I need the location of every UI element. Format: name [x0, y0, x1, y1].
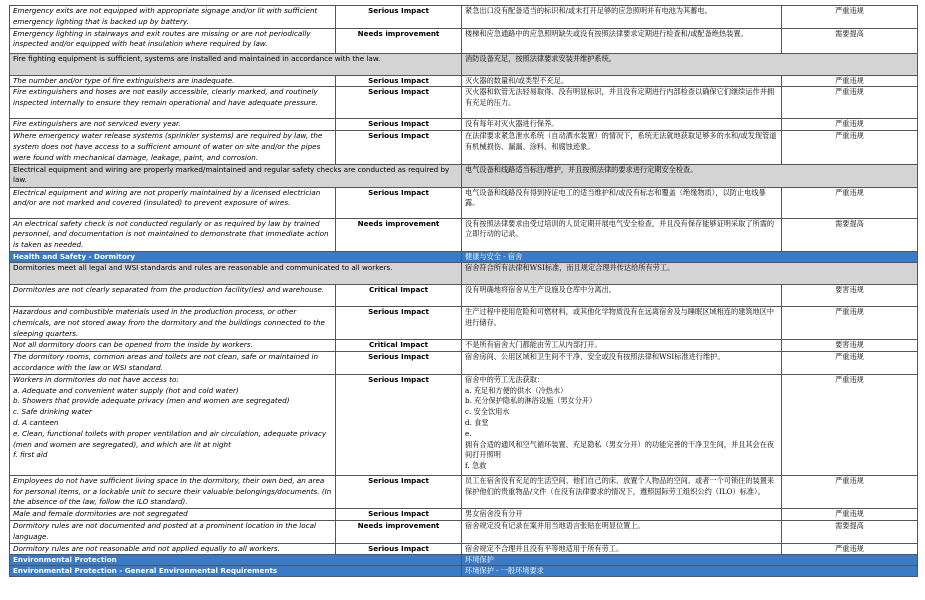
finding-row — [10, 87, 918, 119]
finding-list-item: f. first aid — [13, 450, 48, 460]
finding-row — [10, 543, 918, 555]
impact-level-zh: 要害违规 — [782, 284, 918, 306]
finding-row — [10, 28, 918, 53]
finding-list-item-zh: b. 充分保护隐私的淋浴设施（男女分开） — [465, 396, 597, 406]
finding-text-zh: 没有每年对灭火器进行保养。 — [462, 119, 782, 131]
impact-level-zh: 严重违规 — [782, 543, 918, 555]
finding-text: Not all dormitory doors can be opened from the inside by workers. — [10, 340, 336, 352]
finding-text-zh: 灭火器和软管无法轻易取得、没有明显标识，并且没有定期进行内部检查以确保它们继续运作并拥有充足的压力。 — [462, 87, 782, 119]
category-title-zh: 健康与安全 - 宿舍 — [462, 251, 918, 262]
finding-row — [10, 187, 918, 218]
finding-text: The number and/or type of fire extinguishers are inadequate. — [10, 75, 336, 87]
finding-row — [10, 520, 918, 543]
finding-row — [10, 374, 918, 475]
impact-level: Serious Impact — [336, 374, 462, 475]
impact-level-zh: 严重违规 — [782, 119, 918, 131]
impact-level: Serious Impact — [336, 475, 462, 508]
impact-level: Serious Impact — [336, 352, 462, 375]
table-body — [10, 6, 918, 577]
finding-text-zh: 紧急出口没有配备适当的标识和/或未打开足够的应急照明并有电池为其蓄电。 — [462, 6, 782, 29]
finding-row — [10, 352, 918, 375]
impact-level: Needs improvement — [336, 28, 462, 53]
finding-text: Employees do not have sufficient living space in the dormitory, their own bed, an area for personal items, or a lockable unit to secure their valuable belongings/documents. (In the absence of the law, follow the ILO standard). — [10, 475, 336, 508]
category-header-row — [10, 566, 918, 577]
finding-row — [10, 119, 918, 131]
finding-text: Fire extinguishers and hoses are not easily accessible, clearly marked, and routinely inspected internally to ensure they remain operational and have adequate pressure. — [10, 87, 336, 119]
impact-level: Serious Impact — [336, 6, 462, 29]
finding-text-zh: 生产过程中使用危险和可燃材料，或其他化学物质没有在远离宿舍及与睡眠区域相连的建筑地区中进行储存。 — [462, 306, 782, 339]
requirement-text: Dormitories meet all legal and WSI standards and rules are reasonable and communicated to all workers. — [10, 262, 462, 284]
finding-text-zh: 灭火器的数量和/或类型不充足。 — [462, 75, 782, 87]
impact-level-zh: 严重违规 — [782, 509, 918, 521]
impact-level-zh: 严重违规 — [782, 475, 918, 508]
category-title-zh: 环境保护 - 一般环境要求 — [462, 566, 918, 577]
impact-level: Serious Impact — [336, 131, 462, 164]
impact-level-zh: 需要提高 — [782, 28, 918, 53]
category-title: Health and Safety - Dormitory — [10, 251, 462, 262]
impact-level-zh: 严重违规 — [782, 352, 918, 375]
finding-list-item-zh: f. 急救 — [465, 461, 487, 471]
impact-level-zh: 严重违规 — [782, 75, 918, 87]
finding-text: Fire extinguishers are not serviced every year. — [10, 119, 336, 131]
finding-text-zh: 楼梯和应急通路中的应急照明缺失或没有按照法律要求定期进行检查和/或配备绝热装置。 — [462, 28, 782, 53]
impact-level-zh: 严重违规 — [782, 374, 918, 475]
finding-list-item-zh: 拥有合适的通风和空气循环装置、充足隐私（男女分开）的功能完善的干净卫生间，并且其会在夜间打开照明 — [465, 439, 775, 460]
finding-text: Electrical equipment and wiring are not properly maintained by a licensed electrician and/or are not marked and covered (insulated) to prevent exposure of wires. — [10, 187, 336, 218]
impact-level-zh: 严重违规 — [782, 306, 918, 339]
finding-text-zh: 在法律要求紧急泄水系统（自动洒水装置）的情况下，系统无法就地获取足够多的水和/或发现管道有机械损伤、漏漏、涂料、和腐蚀迹象。 — [462, 131, 782, 164]
finding-list-item: e. Clean, functional toilets with proper ventilation and air circulation, adequate privacy (men and women are segregated), and which are lit at night — [13, 428, 327, 449]
finding-row — [10, 75, 918, 87]
impact-level-zh: 严重违规 — [782, 187, 918, 218]
finding-text: Where emergency water release systems (sprinkler systems) are required by law, the system does not have access to a sufficient amount of water on site and/or the pipes were found with mechanical damage, leakage, paint, and corrosion. — [10, 131, 336, 164]
finding-list-item-zh: d. 食堂 — [465, 417, 489, 427]
impact-level: Critical Impact — [336, 340, 462, 352]
finding-text: Dormitory rules are not documented and posted at a prominent location in the local language. — [10, 520, 336, 543]
finding-text: Dormitories are not clearly separated from the production facility(ies) and warehouse. — [10, 284, 336, 306]
finding-row — [10, 340, 918, 352]
impact-level: Needs improvement — [336, 218, 462, 251]
finding-row — [10, 6, 918, 29]
impact-level: Serious Impact — [336, 119, 462, 131]
impact-level: Serious Impact — [336, 187, 462, 218]
impact-level: Serious Impact — [336, 87, 462, 119]
finding-row — [10, 284, 918, 306]
impact-level-zh: 需要提高 — [782, 218, 918, 251]
impact-level-zh: 严重违规 — [782, 87, 918, 119]
requirement-text-zh: 消防设备充足，按照法律要求安装并维护系统。 — [462, 53, 918, 75]
impact-level-zh: 严重违规 — [782, 131, 918, 164]
impact-level: Needs improvement — [336, 520, 462, 543]
requirement-row — [10, 53, 918, 75]
impact-level: Serious Impact — [336, 543, 462, 555]
finding-text-zh: 没有明确地将宿舍从生产设施及仓库中分离出。 — [462, 284, 782, 306]
finding-list-item: b. Showers that provide adequate privacy (men and women are segregated) — [13, 396, 290, 406]
finding-text-zh: 宿舍规定不合理并且没有平等地适用于所有劳工。 — [462, 543, 782, 555]
requirement-text: Electrical equipment and wiring are properly marked/maintained and regular safety checks are conducted as required by law. — [10, 164, 462, 187]
finding-text: Emergency exits are not equipped with appropriate signage and/or lit with sufficient emergency lighting that is backed up by battery. — [10, 6, 336, 29]
finding-row — [10, 306, 918, 339]
requirement-row — [10, 164, 918, 187]
finding-text: Emergency lighting in stairways and exit routes are missing or are not periodically inspected and/or equipped with heat insulation where required by law. — [10, 28, 336, 53]
impact-level-zh: 需要提高 — [782, 520, 918, 543]
finding-list-item-zh: a. 充足和方便的供水（冷热水） — [465, 385, 568, 395]
category-title: Environmental Protection - General Environmental Requirements — [10, 566, 462, 577]
finding-text — [10, 374, 336, 475]
impact-level-zh: 严重违规 — [782, 6, 918, 29]
finding-text-zh: 电气设备和线路没有得到持证电工的适当维护和/或没有标志和覆盖（绝缘物质），以防止电线暴露。 — [462, 187, 782, 218]
requirement-text: Fire fighting equipment is sufficient, systems are installed and maintained in accordance with the law. — [10, 53, 462, 75]
finding-text-zh: 员工在宿舍没有充足的生活空间、他们自己的床、放置个人物品的空间、或者一个可锁住的装置来保护他们的贵重物品/文件（在没有法律要求的情况下，遵照国际劳工组织公约（ILO）标准）。 — [462, 475, 782, 508]
finding-text-zh: 不是所有宿舍大门都能由劳工从内部打开。 — [462, 340, 782, 352]
impact-level: Serious Impact — [336, 509, 462, 521]
finding-text: Dormitory rules are not reasonable and not applied equally to all workers. — [10, 543, 336, 555]
category-header-row — [10, 251, 918, 262]
finding-text-zh: 男女宿舍没有分开 — [462, 509, 782, 521]
finding-list-item: d. A canteen — [13, 417, 59, 427]
requirement-row — [10, 262, 918, 284]
finding-text-zh: 没有按照法律要求由受过培训的人员定期开展电气安全检查，并且没有保存能够证明采取了所需的立即行动的记录。 — [462, 218, 782, 251]
finding-text: The dormitory rooms, common areas and toilets are not clean, safe or maintained in accordance with the law or WSI standard. — [10, 352, 336, 375]
finding-text: An electrical safety check is not conducted regularly or as required by law by trained personnel, and documentation is not maintained to demonstrate that immediate action is taken as needed. — [10, 218, 336, 251]
category-header-row — [10, 555, 918, 566]
impact-level-zh: 要害违规 — [782, 340, 918, 352]
finding-text: Male and female dormitories are not segregated — [10, 509, 336, 521]
finding-text-zh — [462, 374, 782, 475]
finding-intro: Workers in dormitories do not have access to: — [13, 374, 179, 384]
impact-level: Critical Impact — [336, 284, 462, 306]
finding-text-zh: 宿舍房间、公用区域和卫生间不干净、安全或没有按照法律和WSI标准进行维护。 — [462, 352, 782, 375]
category-title-zh: 环境保护 — [462, 555, 918, 566]
requirement-text-zh: 宿舍符合所有法律和WSI标准，而且规定合理并传达给所有劳工。 — [462, 262, 918, 284]
finding-text-zh: 宿舍规定没有记录在案并用当地语言张贴在明显位置上。 — [462, 520, 782, 543]
finding-list-item: c. Safe drinking water — [13, 407, 92, 417]
compliance-table — [9, 5, 918, 577]
finding-row — [10, 218, 918, 251]
finding-intro-zh: 宿舍中的劳工无法获取： — [465, 374, 545, 384]
finding-list-item: a. Adequate and convenient water supply (hot and cold water) — [13, 385, 239, 395]
finding-row — [10, 509, 918, 521]
finding-list-item-zh: e. — [465, 428, 472, 438]
finding-list-item-zh: c. 安全饮用水 — [465, 407, 510, 417]
impact-level: Serious Impact — [336, 306, 462, 339]
finding-row — [10, 131, 918, 164]
category-title: Environmental Protection — [10, 555, 462, 566]
finding-row — [10, 475, 918, 508]
impact-level: Serious Impact — [336, 75, 462, 87]
finding-text: Hazardous and combustible materials used in the production process, or other chemicals, are not stored away from the dormitory and the buildings connected to the sleeping quarters. — [10, 306, 336, 339]
requirement-text-zh: 电气设备和线路适当标注/维护，并且按照法律的要求进行定期安全检查。 — [462, 164, 918, 187]
